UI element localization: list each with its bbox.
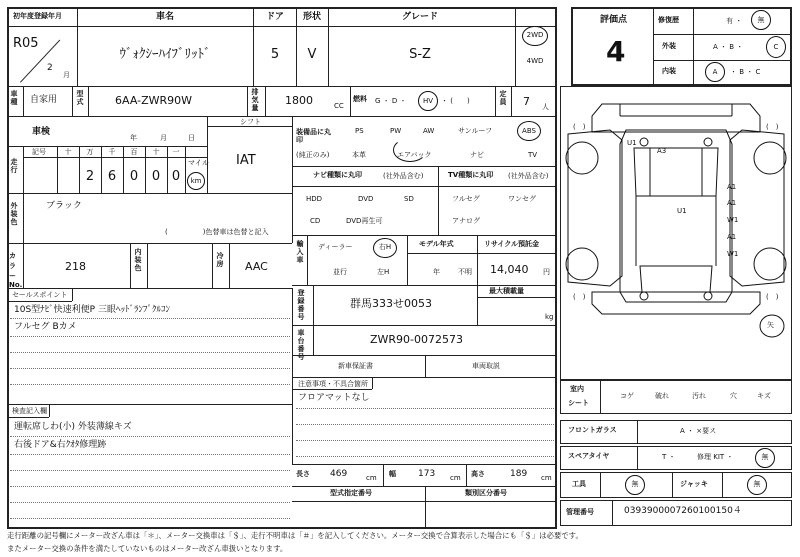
capacity-value: 7 bbox=[523, 95, 530, 108]
management-label: 管理番号 bbox=[566, 508, 594, 516]
tv-analog: アナログ bbox=[452, 217, 480, 225]
mileage-digit: 6 bbox=[107, 169, 117, 184]
interior-sheet-label-bottom: シート bbox=[568, 399, 589, 407]
equipment-sub-label: (純正のみ) bbox=[296, 151, 330, 159]
capacity-unit: 人 bbox=[542, 103, 549, 111]
tools-none: 無 bbox=[631, 480, 639, 488]
mileage-unit-header: 千 bbox=[108, 148, 116, 156]
usage-value: 自家用 bbox=[30, 95, 58, 105]
inspection-month-unit: 月 bbox=[160, 134, 167, 142]
length-label: 長さ bbox=[296, 470, 310, 478]
repair-options: 有 ・ bbox=[726, 17, 743, 25]
equip-ps: PS bbox=[355, 127, 364, 135]
car-name-value: ｳﾞｫｸｼｰﾊｲﾌﾞﾘｯﾄﾞ bbox=[119, 47, 211, 62]
first-reg-month: 2 bbox=[47, 63, 53, 73]
damage-mark: W1 bbox=[727, 216, 739, 224]
model-value: 6AA-ZWR90W bbox=[115, 94, 193, 107]
equipment-label: 装備品に丸印 bbox=[296, 128, 331, 145]
shape-value: V bbox=[307, 47, 317, 62]
sales-point-line2: フルセグ Bカメ bbox=[14, 322, 77, 332]
usage-label: 車種 bbox=[10, 90, 18, 106]
new-warranty-label: 新車保証書 bbox=[338, 362, 373, 370]
first-reg-label: 初年度登録年月 bbox=[13, 12, 62, 20]
navi-sd: SD bbox=[404, 195, 414, 203]
color-value: ブラック bbox=[46, 201, 82, 211]
grade-label: グレード bbox=[401, 12, 439, 22]
damage-mark: A1 bbox=[727, 183, 737, 191]
color-no-value: 218 bbox=[65, 260, 86, 273]
inspection-day-unit: 日 bbox=[188, 134, 195, 142]
mileage-unit-header: 十 bbox=[152, 148, 160, 156]
width-value: 173 bbox=[418, 469, 436, 479]
chassis-value: ZWR90-0072573 bbox=[370, 333, 464, 346]
score-value: 4 bbox=[606, 35, 626, 68]
load-label: 最大積載量 bbox=[489, 287, 524, 295]
diagram-paren: ( ) bbox=[766, 293, 779, 301]
navi-dvd: DVD bbox=[358, 195, 374, 203]
recycle-value: 14,040 bbox=[490, 263, 529, 276]
interior-sheet-label-top: 室内 bbox=[570, 385, 584, 393]
spare-t: T ・ bbox=[662, 453, 676, 461]
score-label: 評価点 bbox=[600, 15, 628, 25]
damage-mark: A3 bbox=[657, 147, 667, 155]
spare-none: 無 bbox=[761, 453, 769, 461]
registration-label: 登録番号 bbox=[297, 289, 305, 321]
footer-line1: 走行距離の記号欄にメーター改ざん車は「＊」、メーター交換車は「＄」、走行不明車は「＃」を記入してください。メーター交換で合算表示した場合にも「＄」は必要です。 bbox=[7, 531, 583, 540]
shape-label: 形状 bbox=[302, 12, 322, 22]
displacement-value: 1800 bbox=[285, 94, 313, 107]
tv-oneseg: ワンセグ bbox=[508, 195, 536, 203]
manual-label: 車両取説 bbox=[472, 362, 500, 370]
diagram-paren: ( ) bbox=[766, 123, 779, 131]
interior-selected: A bbox=[712, 68, 718, 76]
shift-value: IAT bbox=[236, 153, 256, 168]
interior-color-label: 内装色 bbox=[134, 248, 142, 272]
repair-none: 無 bbox=[757, 16, 765, 24]
exterior-label: 外装 bbox=[662, 42, 676, 50]
recycle-unit: 円 bbox=[543, 268, 550, 276]
seat-hole: 穴 bbox=[730, 392, 737, 400]
damage-mark: A1 bbox=[727, 199, 737, 207]
seat-dirt: 汚れ bbox=[692, 392, 706, 400]
first-reg-month-unit: 月 bbox=[63, 71, 70, 79]
equip-airbag: エアバック bbox=[397, 151, 432, 159]
mileage-unit-header: 万 bbox=[86, 148, 94, 156]
shift-label: シフト bbox=[240, 118, 261, 126]
model-year-unknown: 不明 bbox=[458, 268, 472, 276]
damage-mark: U1 bbox=[627, 139, 637, 147]
inspector-line2: 右後ドア&右ｸｵﾀ修理跡 bbox=[14, 440, 107, 450]
color-note: ( )色替車は色替と記入 bbox=[165, 228, 269, 236]
tv-label: TV種類に丸印 bbox=[448, 171, 494, 179]
jack-none: 無 bbox=[753, 480, 761, 488]
load-unit: kg bbox=[545, 313, 554, 321]
mileage-unit-header: 十 bbox=[64, 148, 72, 156]
length-value: 469 bbox=[330, 469, 348, 479]
mileage-digit: 0 bbox=[171, 169, 181, 184]
ac-label: 冷房 bbox=[216, 252, 224, 268]
repair-label: 修復歴 bbox=[658, 16, 679, 24]
exterior-selected: C bbox=[773, 43, 779, 51]
mileage-label: 走行 bbox=[10, 158, 18, 174]
sales-point-line1: 10S型ﾅﾋﾞ快速利便P 三眼ﾍｯﾄﾞﾗﾝﾌﾟｸﾙｺﾝ bbox=[14, 305, 170, 315]
type-number-label: 型式指定番号 bbox=[330, 489, 372, 497]
model-year-label: モデル年式 bbox=[419, 240, 454, 248]
door-label: ドア bbox=[266, 12, 284, 22]
width-label: 幅 bbox=[389, 470, 396, 478]
class-number-label: 類別区分番号 bbox=[465, 489, 507, 497]
displacement-unit: CC bbox=[334, 102, 344, 110]
diagram-sticker: 矢 bbox=[767, 321, 774, 329]
diagram-paren: ( ) bbox=[573, 123, 586, 131]
color-label: 外装色 bbox=[10, 202, 18, 226]
import-label: 輸入車 bbox=[296, 240, 304, 264]
navi-hdd: HDD bbox=[306, 195, 323, 203]
recycle-label: リサイクル預託金 bbox=[484, 240, 540, 248]
management-value: 0393900007260100150４ bbox=[624, 506, 742, 516]
navi-sub-label: (社外品含む) bbox=[383, 172, 424, 180]
jack-label: ジャッキ bbox=[680, 480, 708, 488]
spare-label: スペアタイヤ bbox=[568, 452, 610, 460]
width-unit: cm bbox=[450, 474, 461, 482]
tv-sub-label: (社外品含む) bbox=[508, 172, 549, 180]
inspector-line1: 運転席しわ(小) 外装薄線キズ bbox=[14, 422, 132, 432]
drive-2wd: 2WD bbox=[526, 31, 544, 39]
displacement-label: 排気量 bbox=[251, 88, 259, 112]
tv-fullseg: フルセグ bbox=[452, 195, 480, 203]
damage-mark: U1 bbox=[677, 207, 687, 215]
seat-burn: コゲ bbox=[620, 392, 634, 400]
navi-label: ナビ種類に丸印 bbox=[313, 171, 362, 179]
equip-navi: ナビ bbox=[470, 151, 484, 159]
damage-mark: W1 bbox=[727, 250, 739, 258]
tools-label: 工具 bbox=[572, 480, 586, 488]
inspector-label: 検査記入欄 bbox=[12, 407, 47, 415]
grade-value: S-Z bbox=[409, 47, 431, 62]
length-unit: cm bbox=[366, 474, 377, 482]
damage-mark: A1 bbox=[727, 233, 737, 241]
windshield-options: A ・ ×要ス bbox=[680, 427, 717, 435]
equip-tv: TV bbox=[528, 151, 538, 159]
import-right-hand: 右H bbox=[378, 243, 392, 251]
interior-options: ・ B ・ C bbox=[730, 68, 761, 76]
footer-line2: またメーター交換の条件を満たしていないものはメーター改ざん車扱いとなります。 bbox=[7, 544, 288, 553]
fuel-label: 燃料 bbox=[353, 95, 367, 103]
drive-4wd: 4WD bbox=[526, 57, 544, 65]
km-label: km bbox=[190, 177, 202, 185]
interior-label: 内装 bbox=[662, 67, 676, 75]
equip-abs: ABS bbox=[522, 127, 536, 135]
height-label: 高さ bbox=[471, 470, 485, 478]
seat-tear: 破れ bbox=[655, 392, 669, 400]
navi-cd: CD bbox=[310, 217, 321, 225]
mileage-unit-header: 一 bbox=[172, 148, 180, 156]
fuel-options-right: ・ ( ) bbox=[441, 97, 470, 105]
mileage-digit: 0 bbox=[151, 169, 161, 184]
chassis-label: 車台番号 bbox=[297, 329, 305, 361]
height-value: 189 bbox=[510, 469, 528, 479]
color-no-label: カラーNo. bbox=[9, 252, 23, 290]
mileage-unit-header: 百 bbox=[130, 148, 138, 156]
car-diagram bbox=[560, 86, 792, 380]
import-parallel: 並行 bbox=[333, 268, 347, 276]
door-value: 5 bbox=[270, 47, 280, 62]
equip-leather: 本革 bbox=[352, 151, 366, 159]
mileage-sign-label: 記号 bbox=[32, 148, 46, 156]
inspection-label: 車検 bbox=[32, 127, 51, 137]
model-year-unit: 年 bbox=[433, 268, 440, 276]
seat-scratch: キズ bbox=[757, 392, 771, 400]
mileage-digit: 0 bbox=[129, 169, 139, 184]
car-name-label: 車名 bbox=[155, 12, 175, 22]
notes-line1: フロアマットなし bbox=[298, 393, 370, 403]
mile-label: マイル bbox=[188, 159, 209, 167]
fuel-options-left: G ・ D ・ bbox=[375, 97, 407, 105]
model-label: 型式 bbox=[76, 90, 84, 106]
inspection-year-unit: 年 bbox=[130, 134, 137, 142]
mileage-digit: 2 bbox=[85, 169, 95, 184]
notes-label: 注意事項・不具合箇所 bbox=[298, 380, 368, 388]
airbag-circle bbox=[393, 138, 427, 162]
ac-value: AAC bbox=[245, 260, 268, 273]
navi-dvd-play: DVD再生可 bbox=[346, 217, 383, 225]
import-dealer: ディーラー bbox=[318, 243, 353, 251]
spare-kit: 修理 KIT ・ bbox=[697, 453, 734, 461]
fuel-hv: HV bbox=[422, 97, 434, 105]
capacity-label: 定員 bbox=[499, 90, 507, 106]
equip-sunroof: サンルーフ bbox=[458, 127, 493, 135]
import-left-hand: 左H bbox=[377, 268, 390, 276]
diagram-paren: ( ) bbox=[573, 293, 586, 301]
first-reg-era: R05 bbox=[13, 36, 39, 51]
registration-value: 群馬333せ0053 bbox=[350, 297, 432, 310]
sales-point-label: セールスポイント bbox=[12, 291, 68, 299]
exterior-options: A ・ B ・ bbox=[713, 43, 744, 51]
windshield-label: フロントガラス bbox=[568, 426, 617, 434]
equip-pw: PW bbox=[390, 127, 402, 135]
equip-aw: AW bbox=[423, 127, 435, 135]
height-unit: cm bbox=[541, 474, 552, 482]
